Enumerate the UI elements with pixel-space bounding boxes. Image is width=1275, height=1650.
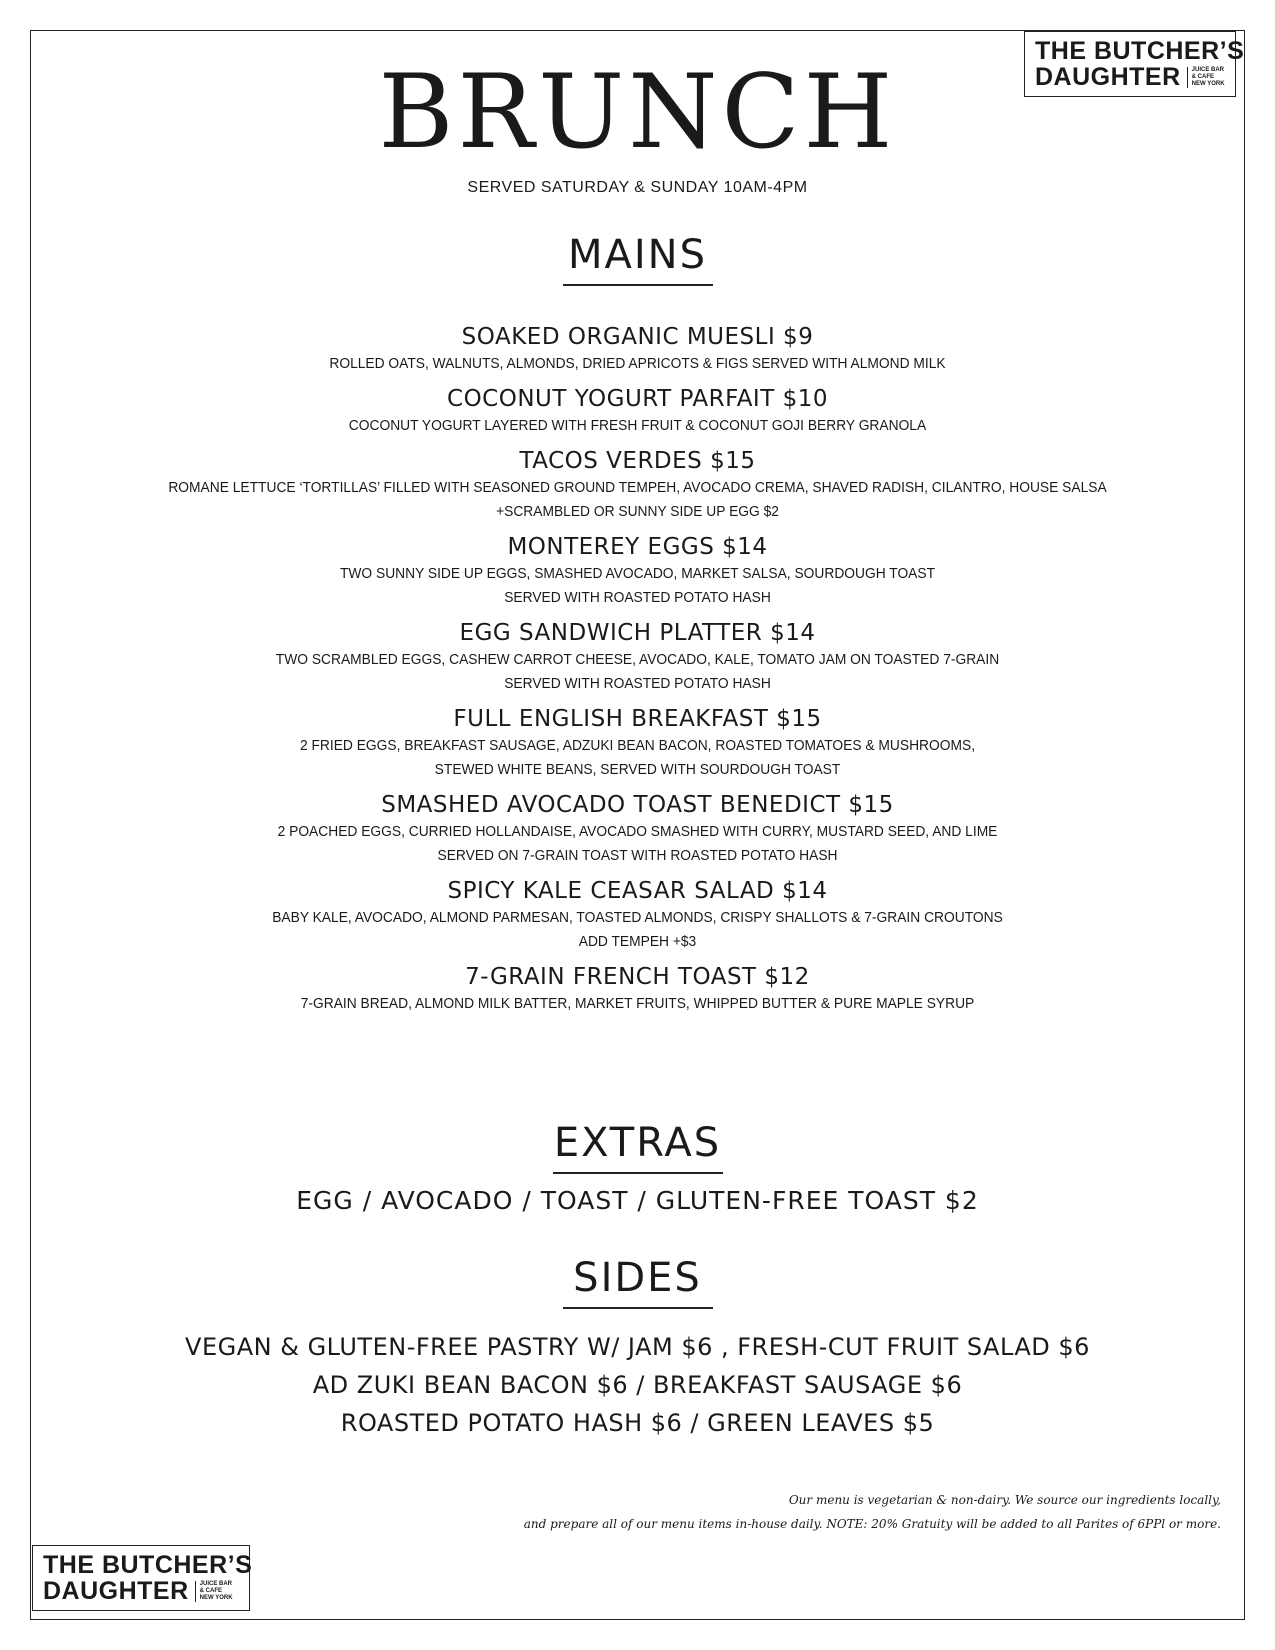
sides-line-1: VEGAN & GLUTEN-FREE PASTRY W/ JAM $6 , FRESH-CUT FRUIT SALAD $6 [185, 1333, 1090, 1361]
item-name: SOAKED ORGANIC MUESLI $9 [461, 324, 814, 350]
menu-item [60, 618, 1215, 696]
logo-tag-2: & CAFE [1191, 73, 1215, 80]
footer-line-2: and prepare all of our menu items in-house daily. NOTE: 20% Gratuity will be added to all Parites of 6PPl or more. [523, 1517, 1221, 1531]
item-description: ROMANE LETTUCE ‘TORTILLAS’ FILLED WITH SEASONED GROUND TEMPEH, AVOCADO CREMA, SHAVED RADISH, CILANTRO, HOUSE SALSA [168, 479, 1107, 496]
logo-tag-3: NEW YORK [1191, 80, 1225, 87]
item-description: 2 POACHED EGGS, CURRIED HOLLANDAISE, AVOCADO SMASHED WITH CURRY, MUSTARD SEED, AND LIME [277, 823, 998, 840]
logo-line-2: DAUGHTER [1035, 63, 1181, 91]
logo-line-1: THE BUTCHER’S [43, 1551, 253, 1579]
logo-line-1: THE BUTCHER’S [1035, 37, 1245, 65]
sides-line-2: AD ZUKI BEAN BACON $6 / BREAKFAST SAUSAGE $6 [312, 1371, 963, 1399]
brand-logo-bottom [32, 1545, 253, 1611]
item-name: MONTEREY EGGS $14 [507, 534, 768, 560]
item-name: SMASHED AVOCADO TOAST BENEDICT $15 [381, 792, 894, 818]
item-name: COCONUT YOGURT PARFAIT $10 [447, 386, 828, 412]
item-description: COCONUT YOGURT LAYERED WITH FRESH FRUIT & COCONUT GOJI BERRY GRANOLA [348, 417, 927, 434]
footer-note [461, 1488, 1221, 1536]
logo-tag-3: NEW YORK [199, 1594, 233, 1601]
extras-list: EGG / AVOCADO / TOAST / GLUTEN-FREE TOAST $2 [296, 1186, 979, 1215]
item-description-2: ADD TEMPEH +$3 [578, 933, 697, 950]
item-name: SPICY KALE CEASAR SALAD $14 [447, 878, 828, 904]
mains-heading [0, 232, 1275, 286]
item-name: 7-GRAIN FRENCH TOAST $12 [465, 964, 810, 990]
sides-list [0, 1328, 1275, 1442]
menu-item [60, 962, 1215, 1016]
item-description-2: SERVED ON 7-GRAIN TOAST WITH ROASTED POTATO HASH [437, 847, 838, 864]
logo-tag [195, 1581, 233, 1602]
item-name: EGG SANDWICH PLATTER $14 [459, 620, 816, 646]
item-description: 7-GRAIN BREAD, ALMOND MILK BATTER, MARKET FRUITS, WHIPPED BUTTER & PURE MAPLE SYRUP [300, 995, 975, 1012]
menu-item [60, 790, 1215, 868]
item-description-2: +SCRAMBLED OR SUNNY SIDE UP EGG $2 [496, 503, 779, 520]
item-description: TWO SUNNY SIDE UP EGGS, SMASHED AVOCADO, MARKET SALSA, SOURDOUGH TOAST [339, 565, 936, 582]
item-description-2: SERVED WITH ROASTED POTATO HASH [504, 589, 771, 606]
logo-tag-1: JUICE BAR [1191, 66, 1225, 73]
logo-tag-2: & CAFE [199, 1587, 223, 1594]
item-description: ROLLED OATS, WALNUTS, ALMONDS, DRIED APRICOTS & FIGS SERVED WITH ALMOND MILK [329, 355, 946, 372]
menu-item [60, 446, 1215, 524]
mains-list [60, 322, 1215, 1024]
sides-underline [563, 1307, 713, 1309]
item-description: TWO SCRAMBLED EGGS, CASHEW CARROT CHEESE, AVOCADO, KALE, TOMATO JAM ON TOASTED 7-GRAIN [275, 651, 1000, 668]
sides-heading [0, 1255, 1275, 1309]
sides-heading-text: SIDES [573, 1255, 702, 1301]
logo-line-2: DAUGHTER [43, 1577, 189, 1605]
extras-heading-text: EXTRAS [553, 1120, 722, 1166]
item-description-2: SERVED WITH ROASTED POTATO HASH [504, 675, 771, 692]
item-name: TACOS VERDES $15 [519, 448, 756, 474]
served-hours: SERVED SATURDAY & SUNDAY 10AM-4PM [467, 179, 808, 196]
menu-item [60, 876, 1215, 954]
extras-heading [0, 1120, 1275, 1174]
menu-item [60, 532, 1215, 610]
item-description-2: STEWED WHITE BEANS, SERVED WITH SOURDOUGH TOAST [434, 761, 841, 778]
item-description: BABY KALE, AVOCADO, ALMOND PARMESAN, TOASTED ALMONDS, CRISPY SHALLOTS & 7-GRAIN CROUTONS [272, 909, 1003, 926]
menu-item [60, 704, 1215, 782]
mains-underline [563, 284, 713, 286]
page-title: BRUNCH [378, 53, 897, 172]
footer-line-1: Our menu is vegetarian & non-dairy. We source our ingredients locally, [788, 1493, 1221, 1507]
logo-tag-1: JUICE BAR [199, 1580, 233, 1587]
extras-underline [553, 1172, 723, 1174]
menu-item [60, 322, 1215, 376]
item-name: FULL ENGLISH BREAKFAST $15 [453, 706, 822, 732]
item-description: 2 FRIED EGGS, BREAKFAST SAUSAGE, ADZUKI BEAN BACON, ROASTED TOMATOES & MUSHROOMS, [299, 737, 976, 754]
sides-line-3: ROASTED POTATO HASH $6 / GREEN LEAVES $5 [340, 1409, 935, 1437]
menu-item [60, 384, 1215, 438]
mains-heading-text: MAINS [568, 232, 707, 278]
